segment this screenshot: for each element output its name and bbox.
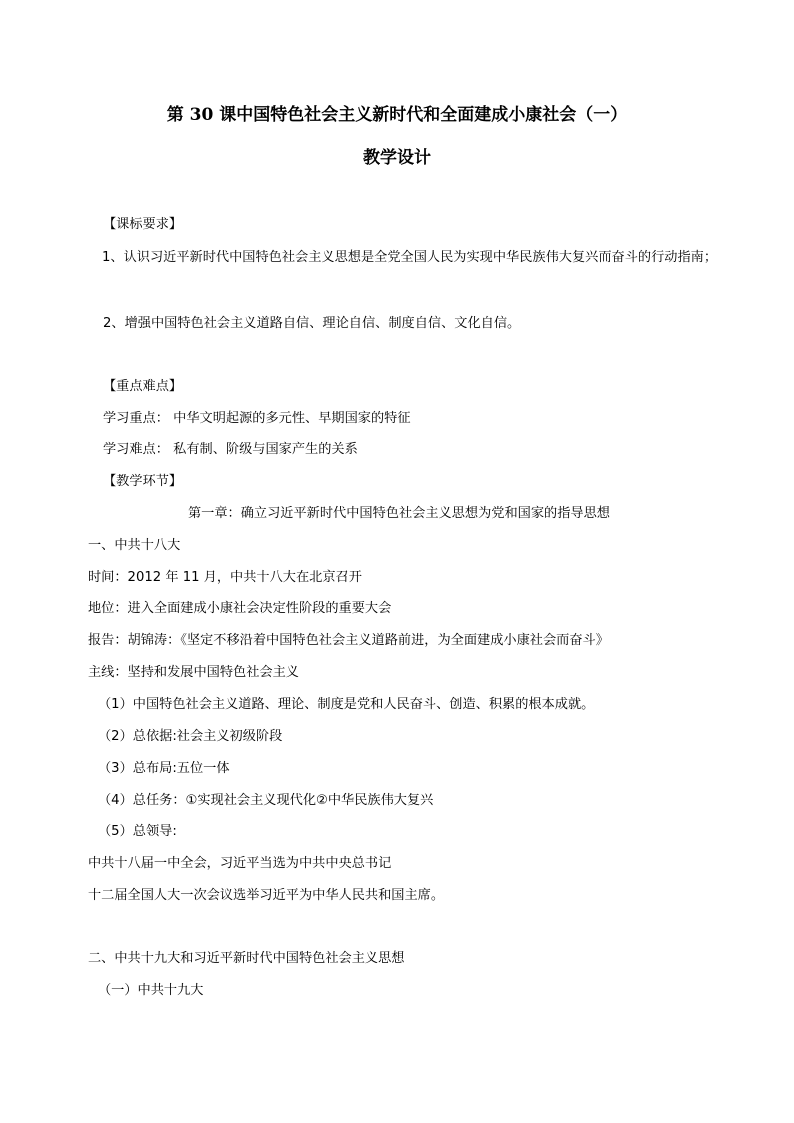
time-line: 时间：2012 年 11 月，中共十八大在北京召开 bbox=[88, 570, 362, 585]
chapter-1-heading: 第一章：确立习近平新时代中国特色社会主义思想为党和国家的指导思想 bbox=[188, 506, 610, 521]
main-line: 主线：坚持和发展中国特色社会主义 bbox=[88, 665, 299, 680]
status-line: 地位：进入全面建成小康社会决定性阶段的重要大会 bbox=[88, 601, 392, 616]
part-2-subheading-1: （一）中共十九大 bbox=[98, 983, 204, 998]
part-1-heading: 一、中共十八大 bbox=[88, 538, 181, 553]
leader-line-1: 中共十八届一中全会，习近平当选为中共中央总书记 bbox=[88, 856, 392, 871]
requirement-1: 1、认识习近平新时代中国特色社会主义思想是全党全国人民为实现中华民族伟大复兴而奋斗的行动指南； bbox=[102, 250, 718, 265]
key-point: 学习重点： 中华文明起源的多元性、早期国家的特征 bbox=[103, 411, 411, 426]
list-item-1: （1）中国特色社会主义道路、理论、制度是党和人民奋斗、创造、积累的根本成就。 bbox=[98, 697, 595, 712]
requirements-heading: 【课标要求】 bbox=[103, 217, 183, 232]
difficult-point: 学习难点： 私有制、阶级与国家产生的关系 bbox=[103, 442, 358, 457]
list-item-4: （4）总任务：①实现社会主义现代化②中华民族伟大复兴 bbox=[98, 793, 434, 808]
document-title: 第 30 课中国特色社会主义新时代和全面建成小康社会（一） bbox=[166, 105, 628, 125]
requirement-2: 2、增强中国特色社会主义道路自信、理论自信、制度自信、文化自信。 bbox=[103, 316, 521, 331]
list-item-2: （2）总依据:社会主义初级阶段 bbox=[98, 729, 283, 744]
teaching-heading: 【教学环节】 bbox=[103, 474, 183, 489]
report-line: 报告：胡锦涛：《坚定不移沿着中国特色社会主义道路前进，为全面建成小康社会而奋斗》 bbox=[88, 633, 609, 648]
list-item-5: （5）总领导: bbox=[98, 824, 177, 839]
leader-line-2: 十二届全国人大一次会议选举习近平为中华人民共和国主席。 bbox=[88, 888, 445, 903]
part-2-heading: 二、中共十九大和习近平新时代中国特色社会主义思想 bbox=[88, 951, 405, 966]
document-subtitle: 教学设计 bbox=[363, 148, 431, 168]
list-item-3: （3）总布局:五位一体 bbox=[98, 761, 230, 776]
key-points-heading: 【重点难点】 bbox=[103, 379, 183, 394]
